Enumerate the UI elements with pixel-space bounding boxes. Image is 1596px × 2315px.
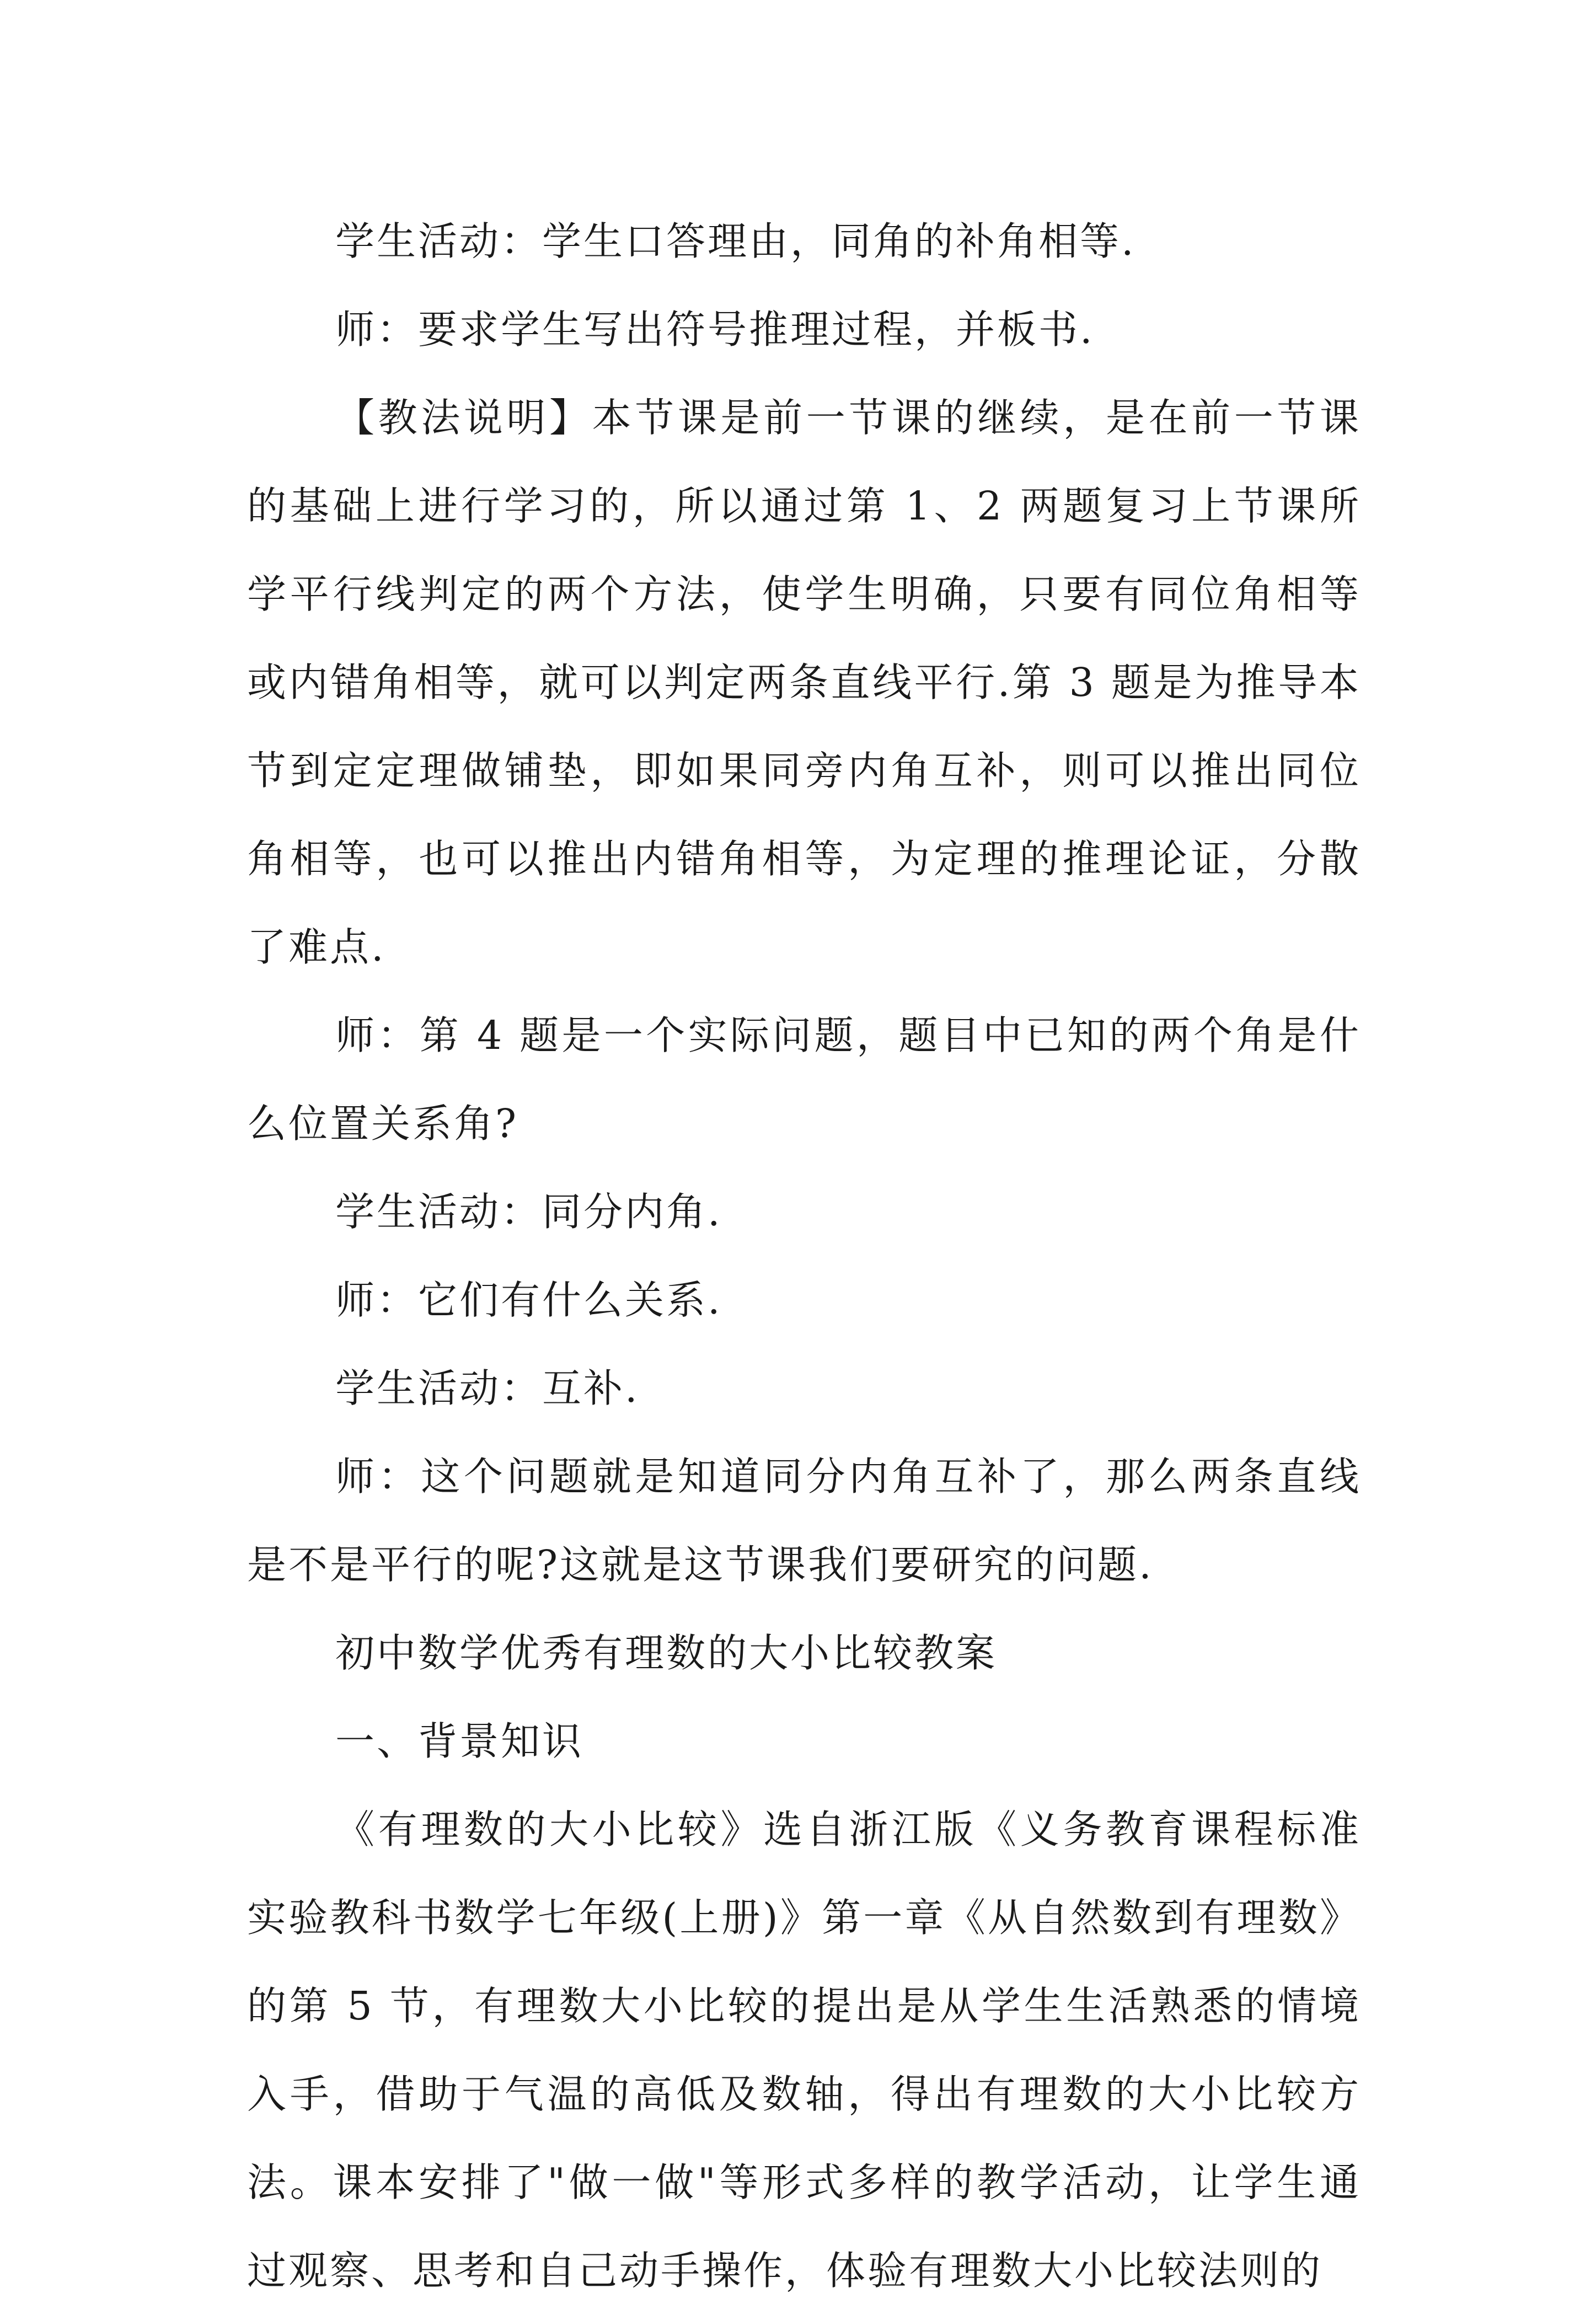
paragraph-teacher-4: 师：这个问题就是知道同分内角互补了，那么两条直线是不是平行的呢?这就是这节课我们要研究的问题.: [247, 1454, 1361, 1588]
paragraph-background: 《有理数的大小比较》选自浙江版《义务教育课程标准实验教科书数学七年级(上册)》第一章《从自然数到有理数》的第 5 节，有理数大小比较的提出是从学生生活熟悉的情境入手，借助于气温的高低及数轴，得出有理数的大小比较方法。课本安排了"做一做"等形式多样的教学活动，让学生通过观察、思考和自己动手操作，体验有理数大小比较法则的: [247, 1807, 1361, 2293]
section-title: 初中数学优秀有理数的大小比较教案: [335, 1630, 998, 1676]
paragraph-student-activity-1: 学生活动：学生口答理由，同角的补角相等.: [335, 218, 1136, 264]
document-body: [247, 197, 1361, 2315]
paragraph-teacher-1: 师：要求学生写出符号推理过程，并板书.: [335, 307, 1095, 352]
paragraph-student-activity-2: 学生活动：同分内角.: [335, 1189, 722, 1235]
paragraph-teaching-note: 【教法说明】本节课是前一节课的继续，是在前一节课的基础上进行学习的，所以通过第 1、2 两题复习上节课所学平行线判定的两个方法，使学生明确，只要有同位角相等或内错角相等，就可以判定两条直线平行.第 3 题是为推导本节到定定理做铺垫，即如果同旁内角互补，则可以推出同位角相等，也可以推出内错角相等，为定理的推理论证，分散了难点.: [247, 395, 1361, 970]
paragraph-teacher-2: 师：第 4 题是一个实际问题，题目中已知的两个角是什么位置关系角?: [247, 1012, 1361, 1146]
section-heading-background: 一、背景知识: [335, 1718, 584, 1764]
paragraph-student-activity-3: 学生活动：互补.: [335, 1365, 640, 1411]
paragraph-teacher-3: 师：它们有什么关系.: [335, 1277, 722, 1323]
